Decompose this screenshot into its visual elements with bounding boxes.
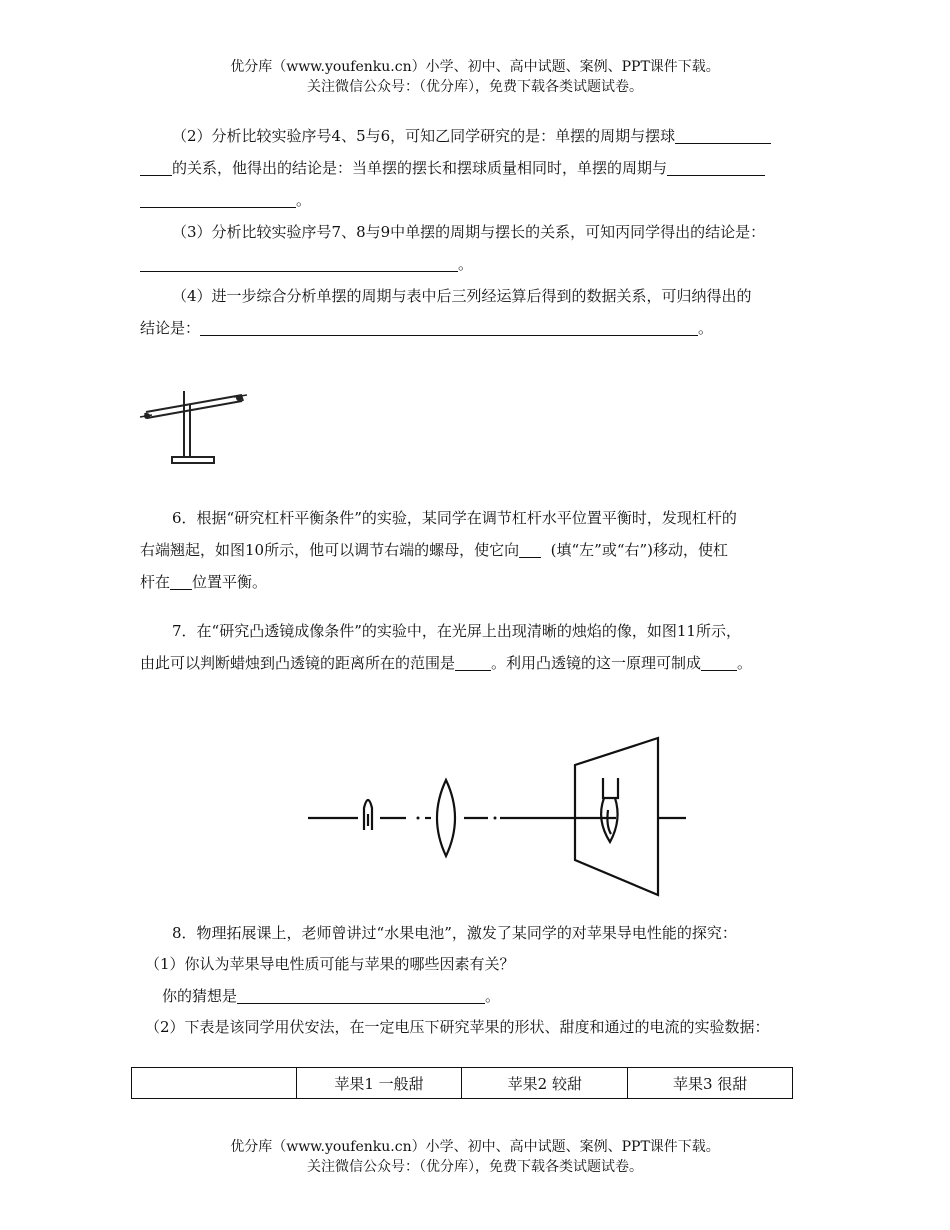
question-5-part-3-end (140, 248, 812, 280)
q5-p3-text: （3）分析比较实验序号7、8与9中单摆的周期与摆长的关系，可知丙同学得出的结论是： (172, 223, 766, 241)
q6-text-c: (填“左”或“右”)移动，使杠 (550, 541, 729, 559)
q8-text-d: 。 (485, 987, 501, 1005)
q6-text-e: 位置平衡。 (192, 573, 268, 591)
period-mark: 。 (698, 319, 714, 337)
question-5-part-4-end (140, 312, 812, 344)
answer-blank[interactable] (200, 317, 698, 336)
q6-text-d: 杆在 (140, 573, 171, 591)
q5-p2-text-a: （2）分析比较实验序号4、5与6，可知乙同学研究的是：单摆的周期与摆球 (172, 127, 676, 145)
q6-text-a: 6．根据“研究杠杆平衡条件”的实验，某同学在调节杠杆水平位置平衡时，发现杠杆的 (172, 509, 737, 527)
question-5-part-2-end (140, 184, 812, 216)
answer-blank[interactable] (455, 652, 491, 671)
table-header-row (132, 1068, 793, 1099)
answer-blank[interactable] (140, 157, 172, 176)
q7-text-a: 7．在“研究凸透镜成像条件”的实验中，在光屏上出现清晰的烛焰的像，如图11所示， (172, 622, 741, 640)
inverted-flame-icon (601, 798, 617, 842)
footer-line-2: 关注微信公众号：（优分库），免费下载各类试题试卷。 (307, 1159, 643, 1175)
q5-p2-text-b: 的关系，他得出的结论是：当单摆的摆长和摆球质量相同时，单摆的周期与 (172, 159, 668, 177)
question-5-part-2-cont (140, 152, 812, 184)
guess-answer-blank[interactable] (237, 985, 485, 1004)
q5-p4-text-b: 结论是： (140, 319, 201, 337)
table-header-cell: 苹果2 较甜 (462, 1068, 628, 1099)
period-mark: 。 (296, 191, 312, 209)
header-line-2: 关注微信公众号：（优分库），免费下载各类试题试卷。 (307, 79, 643, 95)
page-footer (0, 1137, 950, 1177)
question-8 (172, 922, 737, 944)
question-6-line-2 (140, 534, 812, 566)
table-header-cell (132, 1068, 297, 1099)
question-7 (140, 615, 812, 647)
q7-text-b: 由此可以判断蜡烛到凸透镜的距离所在的范围是 (140, 654, 456, 672)
answer-blank[interactable] (519, 539, 541, 558)
table-header-cell: 苹果1 一般甜 (296, 1068, 462, 1099)
question-6 (140, 502, 812, 534)
question-8-part-1 (145, 953, 515, 975)
optical-bench-figure (300, 730, 695, 900)
q8-text-b: （1）你认为苹果导电性质可能与苹果的哪些因素有关？ (145, 955, 515, 973)
answer-blank[interactable] (701, 652, 737, 671)
answer-blank[interactable] (170, 571, 192, 590)
question-5-part-2 (140, 120, 812, 152)
q6-text-b: 右端翘起，如图10所示，他可以调节右端的螺母，使它向 (140, 541, 520, 559)
header-line-1: 优分库（www.youfenku.cn）小学、初中、高中试题、案例、PPT课件下载。 (230, 59, 720, 75)
period-mark: 。 (458, 255, 474, 273)
question-7-line-2 (140, 647, 812, 679)
table-header-cell: 苹果3 很甜 (628, 1068, 793, 1099)
question-6-line-3 (140, 566, 812, 598)
question-5-part-3 (140, 216, 812, 248)
answer-blank[interactable] (140, 189, 296, 208)
page-header (0, 57, 950, 97)
stand-base (172, 457, 214, 463)
answer-blank[interactable] (667, 157, 765, 176)
q7-text-d: 。 (737, 654, 753, 672)
lever-figure (138, 384, 250, 470)
q8-text-c: 你的猜想是 (162, 987, 238, 1005)
question-8-guess (162, 985, 500, 1007)
answer-blank[interactable] (140, 253, 458, 272)
answer-blank[interactable] (675, 125, 771, 144)
question-8-part-2 (145, 1016, 770, 1038)
inverted-candle-image-icon (603, 778, 618, 798)
q7-text-c: 。利用凸透镜的这一原理可制成 (491, 654, 702, 672)
apple-data-table (131, 1067, 793, 1099)
q8-text-e: （2）下表是该同学用伏安法，在一定电压下研究苹果的形状、甜度和通过的电流的实验数据： (145, 1018, 770, 1036)
footer-line-1: 优分库（www.youfenku.cn）小学、初中、高中试题、案例、PPT课件下载。 (230, 1139, 720, 1155)
question-5-part-4 (140, 280, 812, 312)
q5-p4-text-a: （4）进一步综合分析单摆的周期与表中后三列经运算后得到的数据关系，可归纳得出的 (172, 287, 752, 305)
q8-text-a: 8．物理拓展课上，老师曾讲过“水果电池”，激发了某同学的对苹果导电性能的探究： (172, 924, 737, 942)
convex-lens-icon (437, 780, 455, 856)
